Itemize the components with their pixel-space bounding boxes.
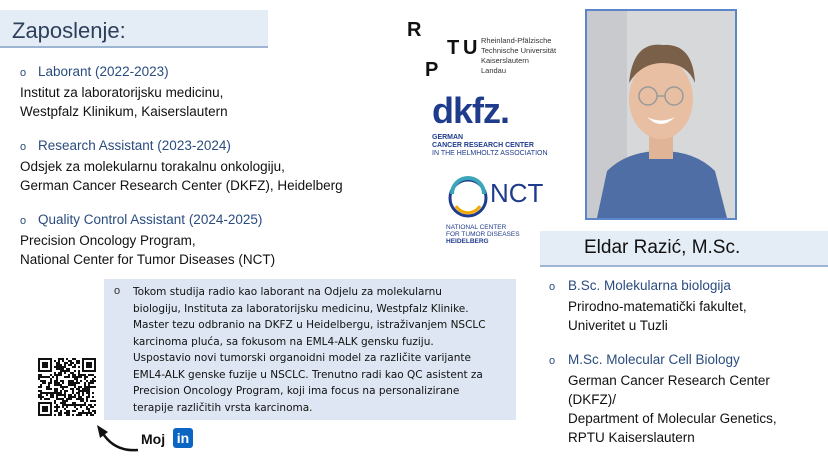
rptu-letters-icon <box>405 14 481 80</box>
job-title: Laborant (2022-2023) <box>38 64 169 79</box>
education-line: Univeritet u Tuzli <box>568 318 668 333</box>
rptu-text <box>481 36 556 76</box>
section-title-box <box>0 10 268 48</box>
bio-line: terapije različitih vrsta karcinoma. <box>133 401 313 414</box>
bullet-icon: o <box>549 281 556 293</box>
dkfz-line: GERMAN <box>432 134 464 141</box>
rptu-line: Landau <box>481 66 507 75</box>
education-title: M.Sc. Molecular Cell Biology <box>568 352 740 367</box>
curved-arrow-icon <box>94 422 144 458</box>
nct-line: NATIONAL CENTER <box>446 224 507 231</box>
bio-line: EML4-ALK genske fuzije u NSCLC. Trenutno radi kao QC asistent za <box>133 368 483 381</box>
nct-ring-icon <box>446 176 490 220</box>
portrait-icon <box>587 11 735 218</box>
job-line: Odsjek za molekularnu torakalnu onkologiju, <box>20 159 285 174</box>
svg-text:U: U <box>463 37 478 59</box>
rptu-line: Rheinland-Pfälzische <box>481 36 552 45</box>
education-line: (DKFZ)/ <box>568 392 616 407</box>
rptu-line: Technische Universität <box>481 46 557 55</box>
linkedin-icon[interactable]: in <box>173 428 193 448</box>
bullet-icon: o <box>20 141 27 153</box>
bullet-icon: o <box>20 67 27 79</box>
education-line: German Cancer Research Center <box>568 373 770 388</box>
svg-text:R: R <box>407 19 422 41</box>
dkfz-line: IN THE HELMHOLTZ ASSOCIATION <box>432 150 548 157</box>
bio-line: Precision Oncology Program, koji ima focus na personalizirane <box>133 385 460 397</box>
education-line: Department of Molecular Genetics, <box>568 411 777 426</box>
education-item-2 <box>549 350 777 447</box>
job-line: National Center for Tumor Diseases (NCT) <box>20 252 276 267</box>
svg-text:T: T <box>447 37 460 59</box>
profile-photo <box>585 9 737 220</box>
job-title: Quality Control Assistant (2024-2025) <box>38 212 263 227</box>
bullet-icon: o <box>114 285 121 297</box>
section-title: Zaposlenje: <box>12 18 126 43</box>
education-item-1 <box>549 276 747 335</box>
bio-line: karcinoma pluća, sa fokusom na EML4-ALK gensku fuziju. <box>133 335 434 348</box>
job-item-1 <box>20 62 228 121</box>
job-line: Westpfalz Klinikum, Kaiserslautern <box>20 104 228 119</box>
dkfz-mark: dkfz <box>432 90 500 131</box>
education-line: Prirodno-matematički fakultet, <box>568 299 747 314</box>
name-box <box>540 231 828 267</box>
job-item-2 <box>20 136 343 195</box>
qr-code-icon <box>34 354 100 420</box>
nct-line: HEIDELBERG <box>446 238 489 245</box>
linkedin-label[interactable]: Moj <box>141 431 166 447</box>
job-line: German Cancer Research Center (DKFZ), Heidelberg <box>20 178 343 193</box>
job-line: Institut za laboratorijsku medicinu, <box>20 85 224 100</box>
dkfz-logo: dkfz. GERMAN CANCER RESEARCH CENTER IN THE HELMHOLTZ ASSOCIATION <box>432 92 552 164</box>
dkfz-line: CANCER RESEARCH CENTER <box>432 142 534 149</box>
bio-line: Uspostavio novi tumorski organoidni model za različite varijante <box>133 352 471 364</box>
nct-line: FOR TUMOR DISEASES <box>446 231 520 238</box>
rptu-line: Kaiserslautern <box>481 56 529 65</box>
svg-text:P: P <box>425 59 439 80</box>
bio-line: Master tezu odbranio na DKFZ u Heidelbergu, istraživanjem NSCLC <box>133 319 486 331</box>
education-title: B.Sc. Molekularna biologija <box>568 278 731 293</box>
job-title: Research Assistant (2023-2024) <box>38 138 231 153</box>
job-line: Precision Oncology Program, <box>20 233 196 248</box>
education-line: RPTU Kaiserslautern <box>568 430 695 445</box>
bio-panel <box>104 279 516 420</box>
bullet-icon: o <box>20 215 27 227</box>
nct-mark: NCT <box>490 178 544 208</box>
bio-text <box>133 284 511 416</box>
rptu-logo <box>405 14 575 80</box>
bio-line: biologiju, Instituta za laboratorijsku medicinu, Westpfalz Klinike. <box>133 302 469 315</box>
qr-code[interactable] <box>34 354 100 420</box>
bullet-icon: o <box>549 355 556 367</box>
profile-name: Eldar Razić, M.Sc. <box>584 237 741 258</box>
job-item-3 <box>20 210 275 269</box>
bio-line: Tokom studija radio kao laborant na Odjelu za molekularnu <box>133 286 442 298</box>
